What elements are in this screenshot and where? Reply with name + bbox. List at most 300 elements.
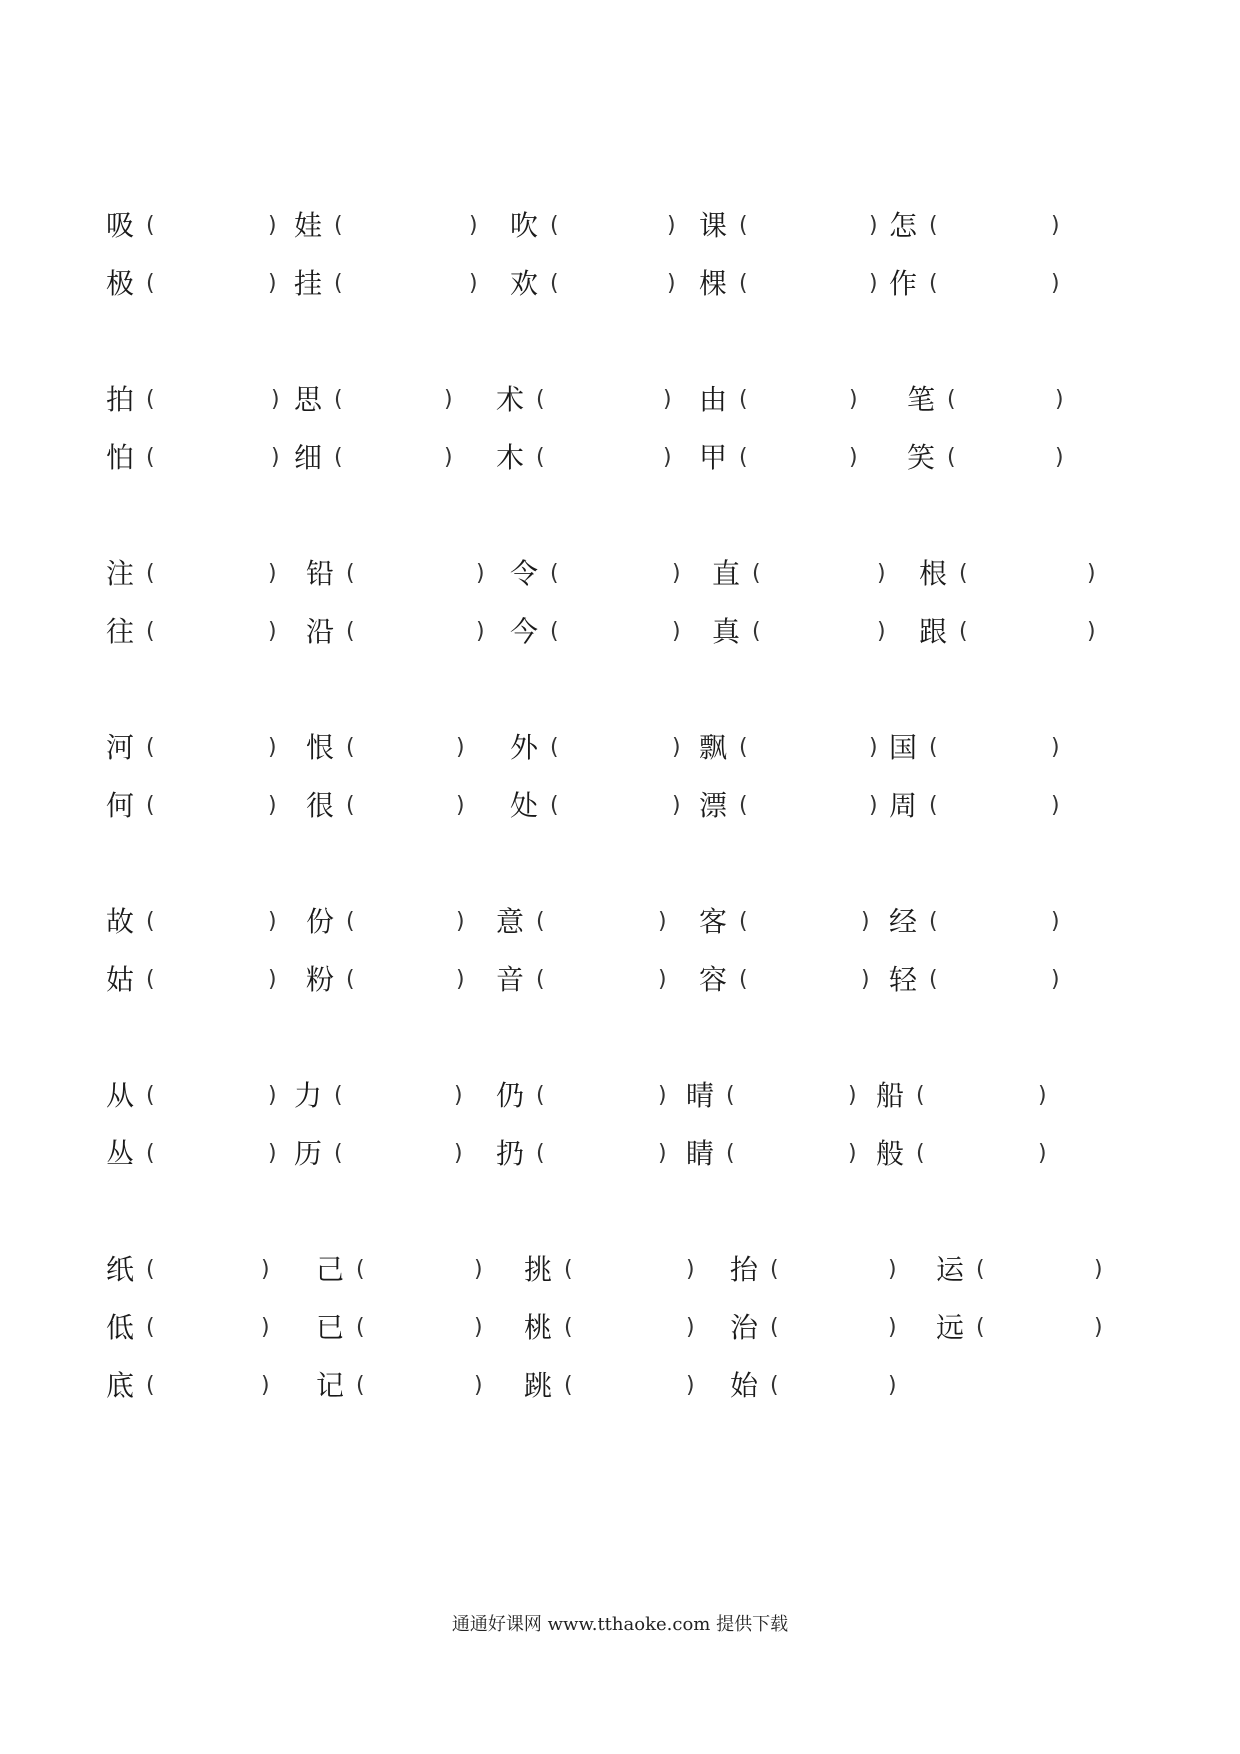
right-paren: )	[261, 1315, 270, 1340]
answer-blank[interactable]	[949, 964, 1041, 996]
chinese-character: 姑	[106, 963, 135, 996]
right-paren: )	[672, 561, 681, 586]
left-paren: (	[959, 619, 968, 644]
left-paren: (	[146, 213, 155, 238]
chinese-character: 铅	[306, 557, 335, 590]
right-paren: )	[469, 213, 478, 238]
chinese-character: 很	[306, 789, 335, 822]
word-blank-item	[510, 264, 710, 304]
word-blank-item	[510, 206, 710, 246]
word-blank-item	[889, 902, 1089, 942]
right-paren: )	[1051, 213, 1060, 238]
answer-blank[interactable]	[772, 558, 867, 590]
word-blank-item	[496, 438, 696, 478]
word-blank-item	[306, 612, 506, 652]
right-paren: )	[1038, 1083, 1047, 1108]
word-blank-item	[306, 902, 506, 942]
answer-blank[interactable]	[584, 1254, 676, 1286]
answer-blank[interactable]	[366, 964, 446, 996]
word-blank-item	[524, 1250, 724, 1290]
right-paren: )	[686, 1373, 695, 1398]
right-paren: )	[456, 909, 465, 934]
chinese-character: 河	[106, 731, 135, 764]
right-paren: )	[454, 1083, 463, 1108]
chinese-character: 周	[889, 789, 918, 822]
left-paren: (	[146, 735, 155, 760]
word-blank-item	[496, 380, 696, 420]
left-paren: (	[929, 735, 938, 760]
left-paren: (	[346, 619, 355, 644]
left-paren: (	[346, 909, 355, 934]
answer-blank[interactable]	[949, 790, 1041, 822]
answer-blank[interactable]	[166, 1254, 251, 1286]
chinese-character: 力	[294, 1079, 323, 1112]
word-blank-item	[306, 960, 506, 1000]
chinese-character: 甲	[699, 441, 728, 474]
right-paren: )	[667, 213, 676, 238]
right-paren: )	[268, 735, 277, 760]
right-paren: )	[1094, 1315, 1103, 1340]
right-paren: )	[1051, 735, 1060, 760]
word-blank-item	[936, 1250, 1136, 1290]
chinese-character: 欢	[510, 267, 539, 300]
worksheet-row	[0, 786, 1240, 826]
chinese-character: 仍	[496, 1079, 525, 1112]
left-paren: (	[770, 1315, 779, 1340]
word-blank-item	[699, 786, 899, 826]
word-blank-item	[106, 206, 306, 246]
left-paren: (	[564, 1257, 573, 1282]
left-paren: (	[752, 619, 761, 644]
right-paren: )	[869, 735, 878, 760]
word-blank-item	[106, 1366, 306, 1406]
answer-blank[interactable]	[556, 384, 653, 416]
left-paren: (	[550, 213, 559, 238]
left-paren: (	[334, 1141, 343, 1166]
answer-blank[interactable]	[996, 1254, 1084, 1286]
chinese-character: 般	[876, 1137, 905, 1170]
left-paren: (	[346, 793, 355, 818]
chinese-character: 术	[496, 383, 525, 416]
left-paren: (	[739, 387, 748, 412]
right-paren: )	[849, 387, 858, 412]
word-blank-item	[699, 206, 899, 246]
left-paren: (	[536, 445, 545, 470]
chinese-character: 木	[496, 441, 525, 474]
answer-blank[interactable]	[759, 732, 859, 764]
answer-blank[interactable]	[790, 1254, 878, 1286]
right-paren: )	[667, 271, 676, 296]
word-blank-item	[730, 1308, 930, 1348]
answer-blank[interactable]	[979, 616, 1077, 648]
right-paren: )	[1051, 793, 1060, 818]
left-paren: (	[146, 271, 155, 296]
chinese-character: 根	[919, 557, 948, 590]
answer-blank[interactable]	[556, 442, 653, 474]
chinese-character: 沿	[306, 615, 335, 648]
chinese-character: 记	[316, 1369, 345, 1402]
left-paren: (	[739, 271, 748, 296]
answer-blank[interactable]	[790, 1370, 878, 1402]
word-blank-item	[524, 1308, 724, 1348]
right-paren: )	[658, 967, 667, 992]
answer-blank[interactable]	[759, 964, 851, 996]
chinese-character: 历	[294, 1137, 323, 1170]
left-paren: (	[146, 967, 155, 992]
word-blank-item	[510, 554, 710, 594]
answer-blank[interactable]	[166, 732, 258, 764]
answer-blank[interactable]	[759, 906, 851, 938]
answer-blank[interactable]	[166, 558, 258, 590]
left-paren: (	[334, 445, 343, 470]
answer-blank[interactable]	[556, 906, 648, 938]
chinese-character: 纸	[106, 1253, 135, 1286]
chinese-character: 恨	[306, 731, 335, 764]
right-paren: )	[469, 271, 478, 296]
chinese-character: 笔	[907, 383, 936, 416]
word-blank-item	[919, 612, 1119, 652]
answer-blank[interactable]	[166, 964, 258, 996]
answer-blank[interactable]	[759, 790, 859, 822]
chinese-character: 娃	[294, 209, 323, 242]
answer-blank[interactable]	[949, 732, 1041, 764]
answer-blank[interactable]	[759, 268, 859, 300]
word-blank-item	[106, 612, 306, 652]
word-blank-item	[294, 1134, 494, 1174]
word-blank-item	[306, 728, 506, 768]
answer-blank[interactable]	[166, 384, 261, 416]
right-paren: )	[686, 1315, 695, 1340]
answer-blank[interactable]	[949, 268, 1041, 300]
word-blank-item	[889, 786, 1089, 826]
word-blank-item	[876, 1134, 1076, 1174]
right-paren: )	[444, 387, 453, 412]
left-paren: (	[346, 561, 355, 586]
answer-blank[interactable]	[746, 1080, 838, 1112]
right-paren: )	[268, 1083, 277, 1108]
answer-blank[interactable]	[936, 1080, 1028, 1112]
chinese-character: 丛	[106, 1137, 135, 1170]
answer-blank[interactable]	[949, 906, 1041, 938]
answer-blank[interactable]	[746, 1138, 838, 1170]
worksheet-row	[0, 1308, 1240, 1348]
chinese-character: 挂	[294, 267, 323, 300]
answer-blank[interactable]	[759, 210, 859, 242]
right-paren: )	[474, 1373, 483, 1398]
left-paren: (	[739, 735, 748, 760]
left-paren: (	[947, 445, 956, 470]
chinese-character: 笑	[907, 441, 936, 474]
chinese-character: 吸	[106, 209, 135, 242]
answer-blank[interactable]	[979, 558, 1077, 590]
left-paren: (	[334, 271, 343, 296]
left-paren: (	[947, 387, 956, 412]
word-blank-item	[712, 554, 912, 594]
answer-blank[interactable]	[556, 1138, 648, 1170]
worksheet-row	[0, 728, 1240, 768]
chinese-character: 注	[106, 557, 135, 590]
chinese-character: 份	[306, 905, 335, 938]
right-paren: )	[848, 1083, 857, 1108]
answer-blank[interactable]	[996, 1312, 1084, 1344]
left-paren: (	[536, 909, 545, 934]
word-blank-item	[889, 728, 1089, 768]
worksheet-row	[0, 1366, 1240, 1406]
answer-blank[interactable]	[354, 210, 459, 242]
right-paren: )	[268, 561, 277, 586]
answer-blank[interactable]	[166, 1080, 258, 1112]
left-paren: (	[929, 793, 938, 818]
answer-blank[interactable]	[949, 210, 1041, 242]
right-paren: )	[672, 793, 681, 818]
left-paren: (	[346, 967, 355, 992]
word-blank-item	[294, 1076, 494, 1116]
right-paren: )	[861, 967, 870, 992]
answer-blank[interactable]	[376, 1370, 464, 1402]
word-blank-item	[294, 264, 494, 304]
word-blank-item	[699, 380, 899, 420]
right-paren: )	[1087, 561, 1096, 586]
right-paren: )	[1094, 1257, 1103, 1282]
word-blank-item	[106, 264, 306, 304]
answer-blank[interactable]	[354, 268, 459, 300]
left-paren: (	[550, 619, 559, 644]
left-paren: (	[356, 1373, 365, 1398]
left-paren: (	[550, 735, 559, 760]
answer-blank[interactable]	[790, 1312, 878, 1344]
right-paren: )	[271, 387, 280, 412]
word-blank-item	[699, 264, 899, 304]
answer-blank[interactable]	[166, 790, 258, 822]
left-paren: (	[550, 793, 559, 818]
chinese-character: 故	[106, 905, 135, 938]
chinese-character: 由	[699, 383, 728, 416]
left-paren: (	[739, 213, 748, 238]
right-paren: )	[456, 735, 465, 760]
word-blank-item	[106, 1250, 306, 1290]
word-blank-item	[316, 1250, 516, 1290]
chinese-character: 跳	[524, 1369, 553, 1402]
answer-blank[interactable]	[772, 616, 867, 648]
word-blank-item	[496, 1134, 696, 1174]
answer-blank[interactable]	[354, 1080, 444, 1112]
chinese-character: 治	[730, 1311, 759, 1344]
answer-blank[interactable]	[366, 558, 466, 590]
left-paren: (	[739, 909, 748, 934]
chinese-character: 从	[106, 1079, 135, 1112]
answer-blank[interactable]	[556, 964, 648, 996]
chinese-character: 船	[876, 1079, 905, 1112]
left-paren: (	[916, 1083, 925, 1108]
word-blank-item	[730, 1250, 930, 1290]
answer-blank[interactable]	[584, 1312, 676, 1344]
answer-blank[interactable]	[967, 384, 1045, 416]
worksheet-row	[0, 902, 1240, 942]
word-blank-item	[699, 902, 899, 942]
right-paren: )	[663, 387, 672, 412]
answer-blank[interactable]	[366, 906, 446, 938]
chinese-character: 始	[730, 1369, 759, 1402]
chinese-character: 远	[936, 1311, 965, 1344]
answer-blank[interactable]	[584, 1370, 676, 1402]
chinese-character: 漂	[699, 789, 728, 822]
left-paren: (	[929, 967, 938, 992]
right-paren: )	[658, 909, 667, 934]
word-blank-item	[907, 438, 1107, 478]
right-paren: )	[849, 445, 858, 470]
worksheet-row	[0, 612, 1240, 652]
word-blank-item	[106, 438, 306, 478]
left-paren: (	[146, 793, 155, 818]
chinese-character: 扔	[496, 1137, 525, 1170]
right-paren: )	[1055, 387, 1064, 412]
answer-blank[interactable]	[366, 732, 446, 764]
chinese-character: 国	[889, 731, 918, 764]
chinese-character: 作	[889, 267, 918, 300]
chinese-character: 轻	[889, 963, 918, 996]
left-paren: (	[550, 561, 559, 586]
word-blank-item	[496, 1076, 696, 1116]
answer-blank[interactable]	[354, 384, 434, 416]
worksheet-row	[0, 206, 1240, 246]
answer-blank[interactable]	[166, 442, 261, 474]
left-paren: (	[346, 735, 355, 760]
answer-blank[interactable]	[570, 210, 657, 242]
left-paren: (	[146, 1373, 155, 1398]
answer-blank[interactable]	[570, 558, 662, 590]
left-paren: (	[146, 909, 155, 934]
left-paren: (	[770, 1257, 779, 1282]
answer-blank[interactable]	[570, 268, 657, 300]
left-paren: (	[536, 1083, 545, 1108]
right-paren: )	[268, 271, 277, 296]
right-paren: )	[888, 1373, 897, 1398]
left-paren: (	[146, 561, 155, 586]
word-blank-item	[919, 554, 1119, 594]
right-paren: )	[268, 793, 277, 818]
right-paren: )	[672, 735, 681, 760]
word-blank-item	[524, 1366, 724, 1406]
chinese-character: 课	[699, 209, 728, 242]
word-blank-item	[106, 902, 306, 942]
chinese-character: 吹	[510, 209, 539, 242]
answer-blank[interactable]	[166, 616, 258, 648]
answer-blank[interactable]	[759, 442, 839, 474]
left-paren: (	[146, 619, 155, 644]
answer-blank[interactable]	[376, 1254, 464, 1286]
word-blank-item	[106, 380, 306, 420]
chinese-character: 粉	[306, 963, 335, 996]
chinese-character: 怕	[106, 441, 135, 474]
chinese-character: 底	[106, 1369, 135, 1402]
answer-blank[interactable]	[166, 1370, 251, 1402]
right-paren: )	[268, 213, 277, 238]
word-blank-item	[316, 1366, 516, 1406]
answer-blank[interactable]	[166, 268, 258, 300]
chinese-character: 经	[889, 905, 918, 938]
left-paren: (	[334, 213, 343, 238]
answer-blank[interactable]	[354, 1138, 444, 1170]
chinese-character: 睛	[686, 1137, 715, 1170]
answer-blank[interactable]	[366, 616, 466, 648]
chinese-character: 容	[699, 963, 728, 996]
answer-blank[interactable]	[967, 442, 1045, 474]
word-blank-item	[306, 786, 506, 826]
word-blank-item	[294, 380, 494, 420]
answer-blank[interactable]	[166, 210, 258, 242]
word-blank-item	[510, 728, 710, 768]
worksheet-row	[0, 438, 1240, 478]
word-blank-item	[294, 438, 494, 478]
answer-blank[interactable]	[166, 1138, 258, 1170]
right-paren: )	[474, 1257, 483, 1282]
left-paren: (	[916, 1141, 925, 1166]
right-paren: )	[1051, 271, 1060, 296]
worksheet-row	[0, 554, 1240, 594]
chinese-character: 何	[106, 789, 135, 822]
left-paren: (	[146, 1315, 155, 1340]
chinese-character: 极	[106, 267, 135, 300]
chinese-character: 细	[294, 441, 323, 474]
left-paren: (	[726, 1141, 735, 1166]
answer-blank[interactable]	[556, 1080, 648, 1112]
chinese-character: 客	[699, 905, 728, 938]
word-blank-item	[106, 960, 306, 1000]
word-blank-item	[106, 1308, 306, 1348]
left-paren: (	[929, 909, 938, 934]
left-paren: (	[929, 271, 938, 296]
right-paren: )	[476, 561, 485, 586]
right-paren: )	[861, 909, 870, 934]
answer-blank[interactable]	[759, 384, 839, 416]
worksheet-row	[0, 380, 1240, 420]
chinese-character: 低	[106, 1311, 135, 1344]
right-paren: )	[658, 1083, 667, 1108]
answer-blank[interactable]	[570, 732, 662, 764]
right-paren: )	[877, 619, 886, 644]
left-paren: (	[770, 1373, 779, 1398]
answer-blank[interactable]	[376, 1312, 464, 1344]
word-blank-item	[510, 786, 710, 826]
answer-blank[interactable]	[354, 442, 434, 474]
answer-blank[interactable]	[166, 1312, 251, 1344]
word-blank-item	[889, 206, 1089, 246]
chinese-character: 怎	[889, 209, 918, 242]
right-paren: )	[663, 445, 672, 470]
answer-blank[interactable]	[166, 906, 258, 938]
worksheet-row	[0, 1250, 1240, 1290]
answer-blank[interactable]	[570, 790, 662, 822]
right-paren: )	[474, 1315, 483, 1340]
right-paren: )	[686, 1257, 695, 1282]
chinese-character: 处	[510, 789, 539, 822]
answer-blank[interactable]	[366, 790, 446, 822]
right-paren: )	[869, 271, 878, 296]
answer-blank[interactable]	[570, 616, 662, 648]
answer-blank[interactable]	[936, 1138, 1028, 1170]
word-blank-item	[907, 380, 1107, 420]
right-paren: )	[888, 1315, 897, 1340]
left-paren: (	[146, 1083, 155, 1108]
word-blank-item	[106, 728, 306, 768]
right-paren: )	[268, 1141, 277, 1166]
right-paren: )	[456, 967, 465, 992]
left-paren: (	[536, 1141, 545, 1166]
left-paren: (	[739, 967, 748, 992]
chinese-character: 直	[712, 557, 741, 590]
chinese-character: 音	[496, 963, 525, 996]
chinese-character: 跟	[919, 615, 948, 648]
